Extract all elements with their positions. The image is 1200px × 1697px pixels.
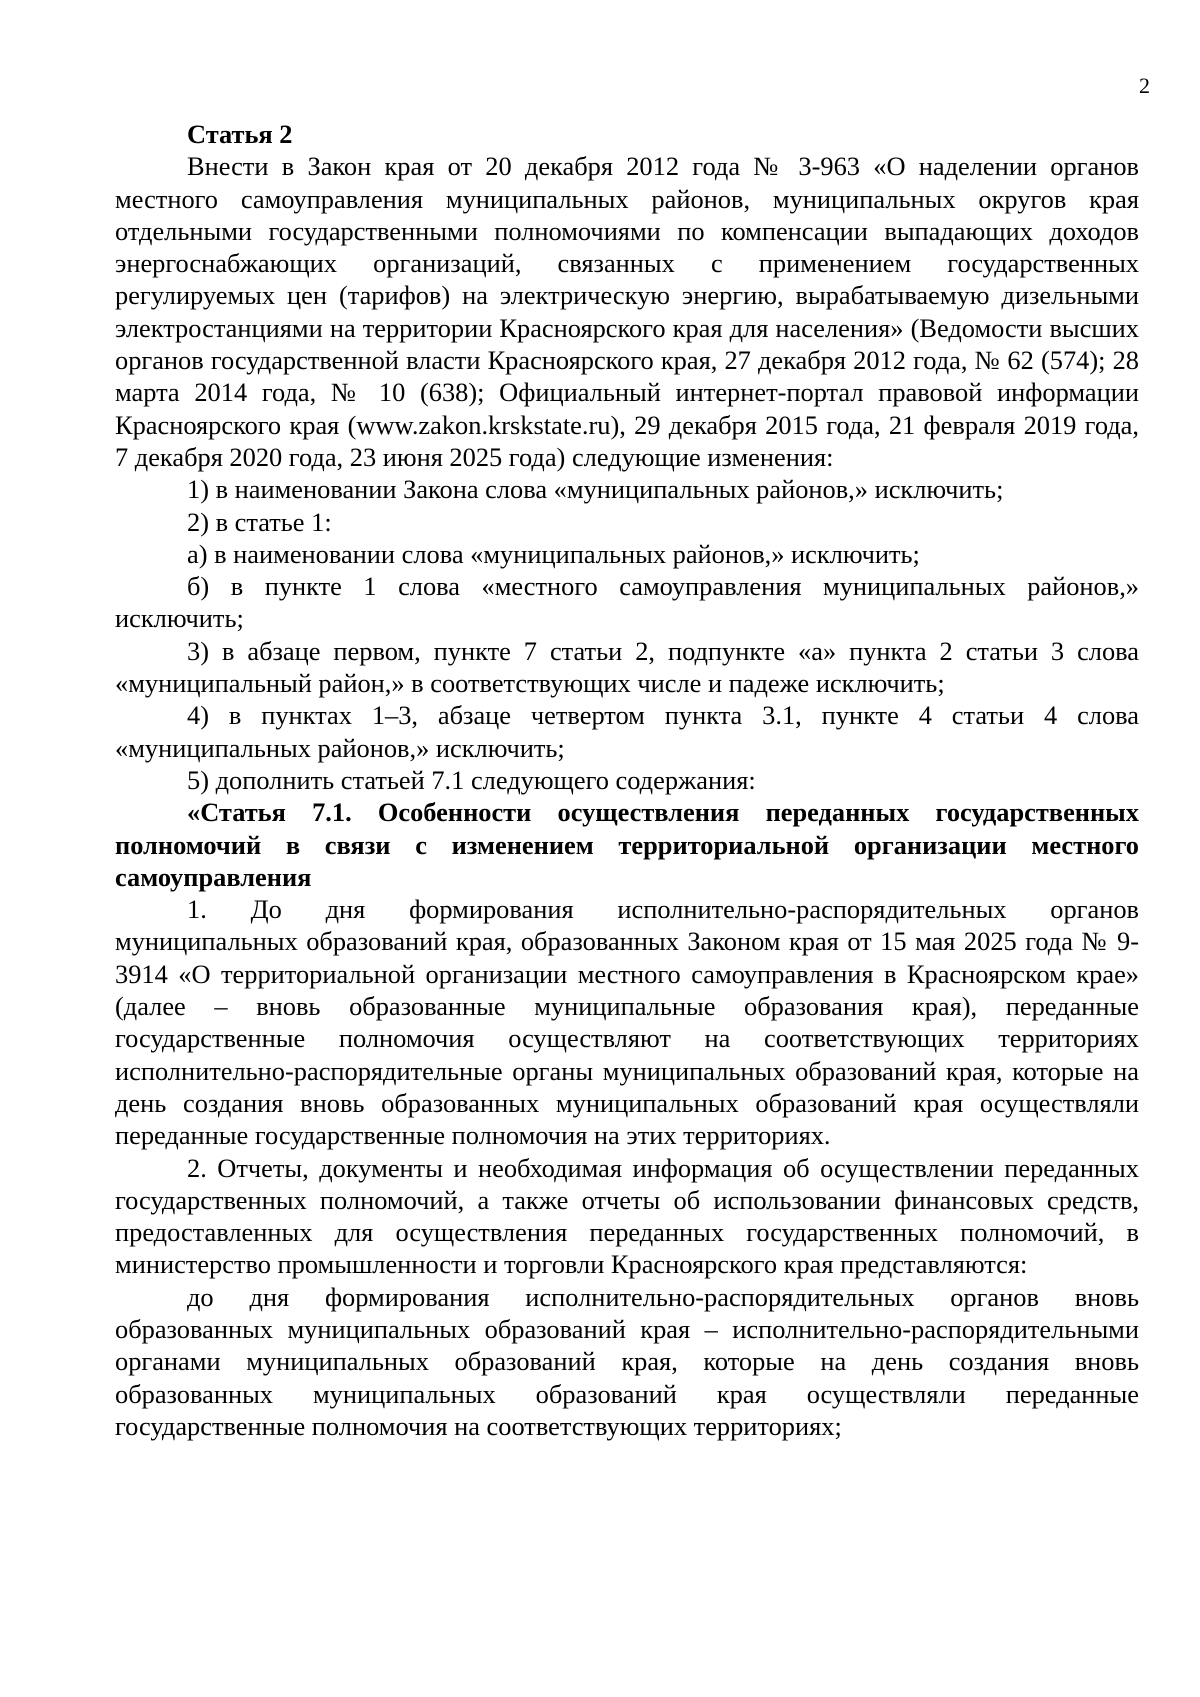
paragraph-item-4: 4) в пунктах 1–3, абзаце четвертом пункта 3.1, пункте 4 статьи 4 слова «муниципальных районов,» исключить; (115, 700, 1139, 763)
paragraph-point-1: 1. До дня формирования исполнительно-распорядительных органов муниципальных образований края, образованных Законом края от 15 мая 2025 года № 9-3914 «О территориальной организации местного самоуправления в Красноярском крае» (далее – вновь образованные муниципальные образования края), переданные государственные полномочия осуществляют на соответствующих территориях исполнительно-распорядительные органы муниципальных образований края, которые на день создания вновь образованных муниципальных образований края осуществляли переданные государственные полномочия на этих территориях. (115, 894, 1139, 1151)
article-7-1-heading: «Статья 7.1. Особенности осуществления переданных государственных полномочий в связи с изменением территориальной организации местного самоуправления (115, 797, 1139, 892)
paragraph-point-2-sub: до дня формирования исполнительно-распорядительных органов вновь образованных муниципальных образований края – исполнительно-распорядительными органами муниципальных образований края, которые на день создания вновь образованных муниципальных образований края осуществляли переданные государственные полномочия на соответствующих территориях; (115, 1281, 1139, 1441)
paragraph-point-2: 2. Отчеты, документы и необходимая информация об осуществлении переданных государственных полномочий, а также отчеты об использовании финансовых средств, предоставленных для осуществления переданных государственных полномочий, в министерство промышленности и торговли Красноярского края представляются: (115, 1152, 1139, 1280)
paragraph-item-2a: а) в наименовании слова «муниципальных районов,» исключить; (187, 538, 920, 569)
paragraph-item-2b: б) в пункте 1 слова «местного самоуправления муниципальных районов,» исключить; (115, 571, 1139, 634)
paragraph-item-2: 2) в статье 1: (187, 506, 332, 537)
paragraph-item-3: 3) в абзаце первом, пункте 7 статьи 2, подпункте «а» пункта 2 статьи 3 слова «муниципальный район,» в соответствующих числе и падеже исключить; (115, 635, 1139, 699)
paragraph-item-1: 1) в наименовании Закона слова «муниципальных районов,» исключить; (187, 474, 1004, 505)
page-number: 2 (1139, 73, 1150, 98)
paragraph-amendment-intro: Внести в Закон края от 20 декабря 2012 года № 3-963 «О наделении органов местного самоуправления муниципальных районов, муниципальных округов края отдельными государственными полномочиями по компенсации выпадающих доходов энергоснабжающих организаций, связанных с применением государственных регулируемых цен (тарифов) на электрическую энергию, вырабатываемую дизельными электростанциями на территории Красноярского края для населения» (Ведомости высших органов государственной власти Красноярского края, 27 декабря 2012 года, № 62 (574); 28 марта 2014 года, № 10 (638); Официальный интернет-портал правовой информации Красноярского края (www.zakon.krskstate.ru), 29 декабря 2015 года, 21 февраля 2019 года, 7 декабря 2020 года, 23 июня 2025 года) следующие изменения: (115, 151, 1139, 472)
document-body (115, 118, 1139, 1442)
article-title: Статья 2 (187, 119, 293, 149)
paragraph-item-5: 5) дополнить статьей 7.1 следующего содержания: (187, 764, 756, 795)
